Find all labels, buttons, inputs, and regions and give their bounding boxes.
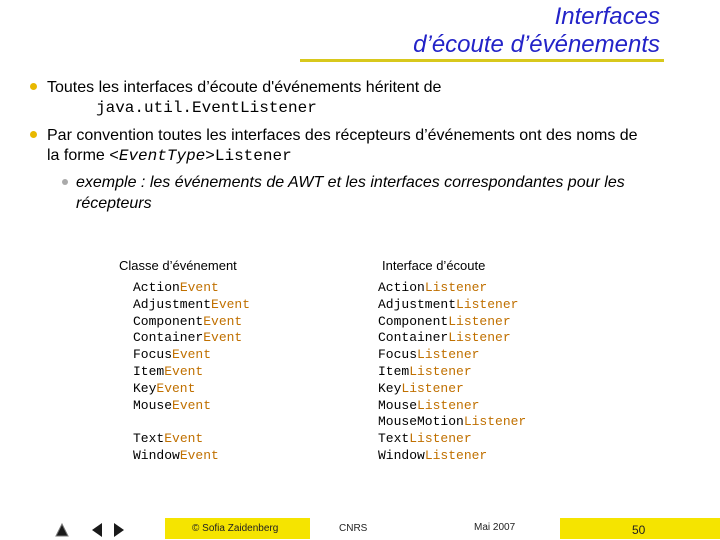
listener-interface-prefix: Focus	[378, 347, 418, 363]
nav-controls	[54, 521, 134, 538]
column-header-event-class: Classe d’événement	[119, 258, 237, 273]
listener-interface-suffix: Listener	[417, 347, 480, 363]
listener-interface-suffix: Listener	[424, 447, 488, 463]
footer-author: © Sofia Zaidenberg	[192, 523, 279, 534]
listener-interface-suffix: Listener	[409, 363, 472, 379]
bullet-2-code-rest: Listener	[214, 147, 292, 165]
event-class-row	[133, 347, 250, 364]
event-class-suffix: Event	[156, 380, 196, 396]
event-class-prefix: Key	[133, 380, 157, 396]
listener-interface-suffix: Listener	[463, 414, 527, 430]
slide-title-line1: Interfaces	[554, 3, 660, 30]
listener-interface-row	[378, 448, 526, 465]
listener-interface-row	[378, 414, 526, 431]
event-class-row	[133, 381, 250, 398]
bullet-1-text: Toutes les interfaces d’écoute d'événements héritent de	[47, 79, 442, 96]
sub-bullet-line2: récepteurs	[76, 195, 152, 212]
event-class-row	[133, 398, 250, 415]
bullet-2-text: Par convention toutes les interfaces des récepteurs d’événements ont des noms de	[47, 127, 638, 144]
bullet-dot	[30, 83, 37, 90]
event-class-row	[133, 448, 250, 465]
event-class-row	[133, 280, 250, 297]
listener-interface-row	[378, 364, 526, 381]
event-class-row	[133, 314, 250, 331]
event-class-prefix: Item	[133, 363, 165, 379]
previous-triangle-icon[interactable]	[92, 523, 102, 537]
listener-interface-row	[378, 297, 526, 314]
event-class-suffix: Event	[179, 280, 219, 295]
event-class-suffix: Event	[164, 363, 204, 379]
listener-interface-suffix: Listener	[448, 313, 511, 329]
listener-interface-suffix: Listener	[448, 330, 511, 346]
slide-title-line2: d’écoute d’événements	[413, 31, 660, 58]
event-class-prefix: Container	[133, 330, 204, 346]
event-class-row	[133, 297, 250, 314]
home-triangle-icon[interactable]	[56, 524, 68, 536]
listener-interface-suffix: Listener	[401, 380, 464, 396]
listener-interface-row	[378, 347, 526, 364]
listener-interface-prefix: Text	[378, 431, 410, 447]
listener-interface-prefix: Window	[378, 447, 425, 463]
next-triangle-icon[interactable]	[114, 523, 124, 537]
listener-interface-suffix: Listener	[417, 397, 480, 413]
footer-org: CNRS	[339, 523, 368, 534]
footer-date: Mai 2007	[474, 522, 516, 533]
event-class-suffix: Event	[172, 397, 212, 413]
listener-interface-prefix: Container	[378, 330, 449, 346]
listener-interface-row	[378, 398, 526, 415]
column-header-listener-interface: Interface d’écoute	[382, 258, 486, 273]
event-class-suffix: Event	[203, 313, 243, 329]
title-underline	[300, 59, 664, 62]
event-class-prefix: Adjustment	[133, 296, 212, 312]
listener-interface-prefix: MouseMotion	[378, 414, 464, 430]
listener-interface-suffix: Listener	[456, 296, 519, 312]
listener-interface-row	[378, 330, 526, 347]
listener-interface-prefix: Adjustment	[378, 296, 457, 312]
bullet-2-line2	[47, 146, 292, 166]
event-class-prefix: Mouse	[133, 397, 173, 413]
listener-interface-prefix: Key	[378, 380, 402, 396]
event-class-suffix: Event	[179, 447, 219, 463]
event-class-row	[133, 330, 250, 347]
bullet-dot	[30, 131, 37, 138]
listener-interface-row	[378, 431, 526, 448]
event-class-suffix: Event	[164, 431, 204, 447]
listener-interface-list	[378, 280, 526, 465]
event-class-prefix: Action	[133, 280, 180, 295]
event-class-prefix: Focus	[133, 347, 173, 363]
event-class-row	[133, 364, 250, 381]
listener-interface-suffix: Listener	[409, 431, 472, 447]
bullet-2-text2: la forme	[47, 147, 110, 164]
bullet-2-code-italic: <EventType>	[109, 147, 215, 165]
listener-interface-row	[378, 280, 526, 297]
sub-bullet-dot	[62, 179, 68, 185]
listener-interface-prefix: Action	[378, 280, 425, 295]
event-class-suffix: Event	[172, 347, 212, 363]
event-class-row	[133, 414, 250, 431]
page-number: 50	[632, 523, 646, 537]
event-class-prefix: Text	[133, 431, 165, 447]
event-class-prefix: Window	[133, 447, 180, 463]
listener-interface-row	[378, 381, 526, 398]
event-class-row	[133, 431, 250, 448]
event-class-suffix: Event	[203, 330, 243, 346]
event-class-list	[133, 280, 250, 465]
listener-interface-prefix: Component	[378, 313, 449, 329]
sub-bullet-line1: exemple : les événements de AWT et les interfaces correspondantes pour les	[76, 174, 625, 191]
event-class-suffix: Event	[211, 296, 251, 312]
listener-interface-suffix: Listener	[424, 280, 488, 295]
listener-interface-prefix: Mouse	[378, 397, 418, 413]
bullet-1-code: java.util.EventListener	[96, 99, 317, 117]
listener-interface-prefix: Item	[378, 363, 410, 379]
listener-interface-row	[378, 314, 526, 331]
event-class-prefix: Component	[133, 313, 204, 329]
